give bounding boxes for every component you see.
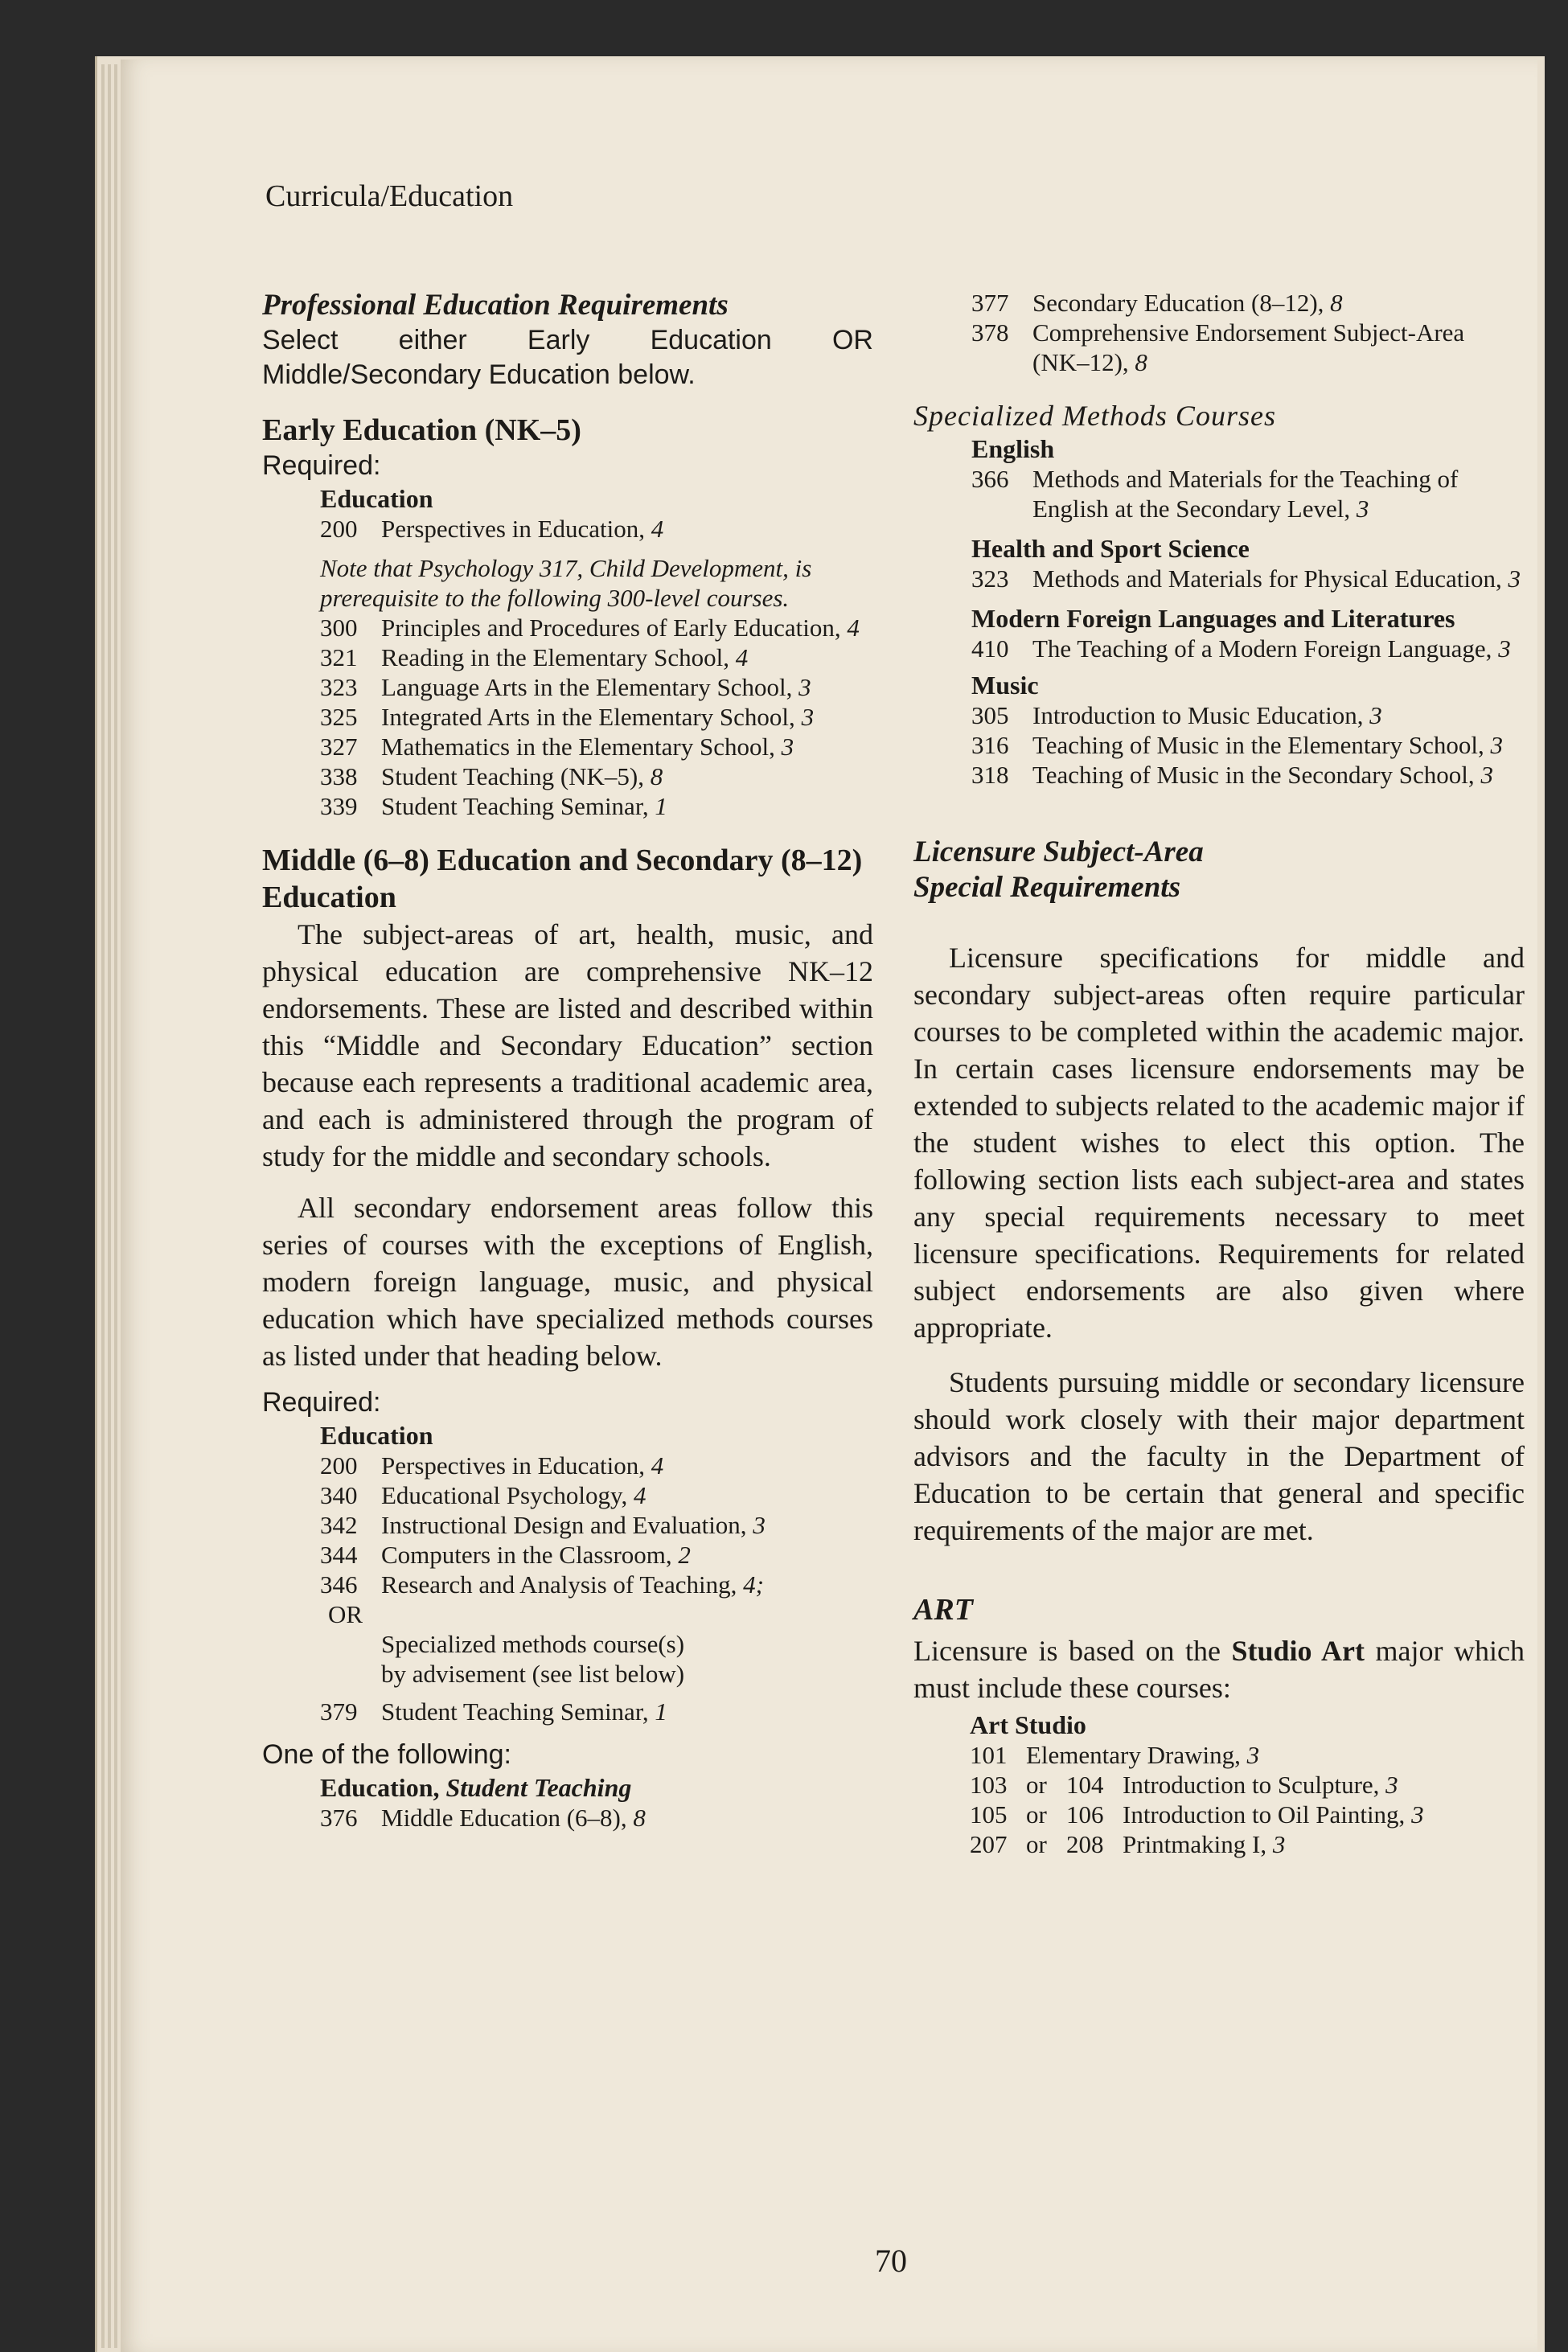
specialized-advisement: Specialized methods course(s) by advisement (see list below) [381, 1630, 685, 1688]
course-row: 321 Reading in the Elementary School, 4 [320, 643, 749, 671]
student-teaching-subheading: Education, Student Teaching [320, 1773, 632, 1802]
art-course-row: 101 Elementary Drawing, 3 [970, 1741, 1260, 1769]
art-studio-subheading: Art Studio [970, 1710, 1086, 1739]
art-title: ART [913, 1593, 973, 1627]
course-row: 378 Comprehensive Endorsement Subject-Area (NK–12), 8 [971, 318, 1465, 376]
paragraph: Licensure specifications for middle and secondary subject-areas often require particular courses to be completed within the academic major. In certain cases licensure endorsements may be extended to subjects related to the academic major if the student wishes to elect this option. The following section lists each subject-area and states any special requirements necessary to meet licensure specifications. Requirements for related subject endorsements are also given where appropriate. [913, 942, 1525, 1344]
course-row: 340 Educational Psychology, 4 [320, 1481, 646, 1509]
education-subheading: Education [320, 1421, 433, 1450]
paragraph: Students pursuing middle or secondary licensure should work closely with their major department advisors and the faculty in the Department of Education to be certain that general and specific requirements of the major are met. [913, 1366, 1525, 1546]
specialized-methods-title: Specialized Methods Courses [913, 400, 1276, 432]
required-label: Required: [262, 1387, 381, 1418]
early-education-title: Early Education (NK–5) [262, 413, 581, 447]
running-header: Curricula/Education [265, 179, 514, 213]
course-row: 376 Middle Education (6–8), 8 [320, 1804, 646, 1832]
english-subheading: English [971, 434, 1055, 463]
course-row: 342 Instructional Design and Evaluation, 3 [320, 1511, 766, 1539]
course-row: 338 Student Teaching (NK–5), 8 [320, 762, 663, 790]
middle-secondary-title: Middle (6–8) Education and Secondary (8–12) Education [262, 844, 863, 914]
art-course-row: 105 or 106 Introduction to Oil Painting, 3 [970, 1800, 1424, 1829]
course-row: 323 Language Arts in the Elementary School, 3 [320, 673, 811, 701]
course-row: 200 Perspectives in Education, 4 [320, 1451, 664, 1480]
professional-intro: Select either Early Education OR Middle/Secondary Education below. [262, 325, 873, 390]
course-row: 316 Teaching of Music in the Elementary School, 3 [971, 731, 1503, 759]
course-row: 200 Perspectives in Education, 4 [320, 515, 664, 543]
licensure-title: Licensure Subject-Area Special Requirements [913, 835, 1204, 904]
course-row: 379 Student Teaching Seminar, 1 [320, 1697, 667, 1726]
art-course-row: 207 or 208 Printmaking I, 3 [970, 1830, 1286, 1858]
course-row: 346 Research and Analysis of Teaching, 4; [320, 1570, 764, 1599]
education-subheading: Education [320, 484, 433, 513]
course-row: 410 The Teaching of a Modern Foreign Language, 3 [971, 634, 1511, 663]
music-subheading: Music [971, 671, 1039, 700]
course-row: 318 Teaching of Music in the Secondary School, 3 [971, 761, 1493, 789]
page-number: 70 [875, 2243, 907, 2279]
course-row: 325 Integrated Arts in the Elementary School, 3 [320, 703, 815, 731]
professional-requirements-title: Professional Education Requirements [262, 289, 729, 322]
course-row: 339 Student Teaching Seminar, 1 [320, 792, 667, 820]
modern-languages-subheading: Modern Foreign Languages and Literatures [971, 604, 1455, 633]
or-label: OR [328, 1600, 363, 1628]
prerequisite-note: Note that Psychology 317, Child Development, is prerequisite to the following 300-level courses. [320, 554, 812, 612]
course-row: 327 Mathematics in the Elementary School, 3 [320, 733, 794, 761]
health-subheading: Health and Sport Science [971, 534, 1250, 563]
page-edge-line [114, 64, 117, 2348]
one-of-label: One of the following: [262, 1739, 511, 1770]
paragraph: All secondary endorsement areas follow this series of courses with the exceptions of English, modern foreign language, music, and physical education which have specialized methods courses as listed under that heading below. [262, 1192, 873, 1372]
paragraph: The subject-areas of art, health, music, and physical education are comprehensive NK–12 endorsements. These are listed and described within this “Middle and Secondary Education” section because each represents a traditional academic area, and each is administered through the program of study for the middle and secondary schools. [262, 918, 873, 1172]
required-label: Required: [262, 450, 381, 481]
page-edge-line [108, 64, 111, 2348]
left-column [262, 288, 873, 1833]
course-row: 366 Methods and Materials for the Teaching of English at the Secondary Level, 3 [971, 465, 1459, 523]
art-intro: Licensure is based on the Studio Art major which must include these courses: [913, 1635, 1525, 1704]
course-row: 305 Introduction to Music Education, 3 [971, 701, 1382, 729]
course-row: 377 Secondary Education (8–12), 8 [971, 289, 1343, 317]
right-column [913, 288, 1525, 1859]
course-row: 344 Computers in the Classroom, 2 [320, 1541, 691, 1569]
course-row: 323 Methods and Materials for Physical Education, 3 [971, 564, 1521, 593]
page-edge-line [101, 64, 105, 2348]
course-row: 300 Principles and Procedures of Early Education, 4 [320, 614, 860, 642]
art-course-row: 103 or 104 Introduction to Sculpture, 3 [970, 1771, 1398, 1799]
